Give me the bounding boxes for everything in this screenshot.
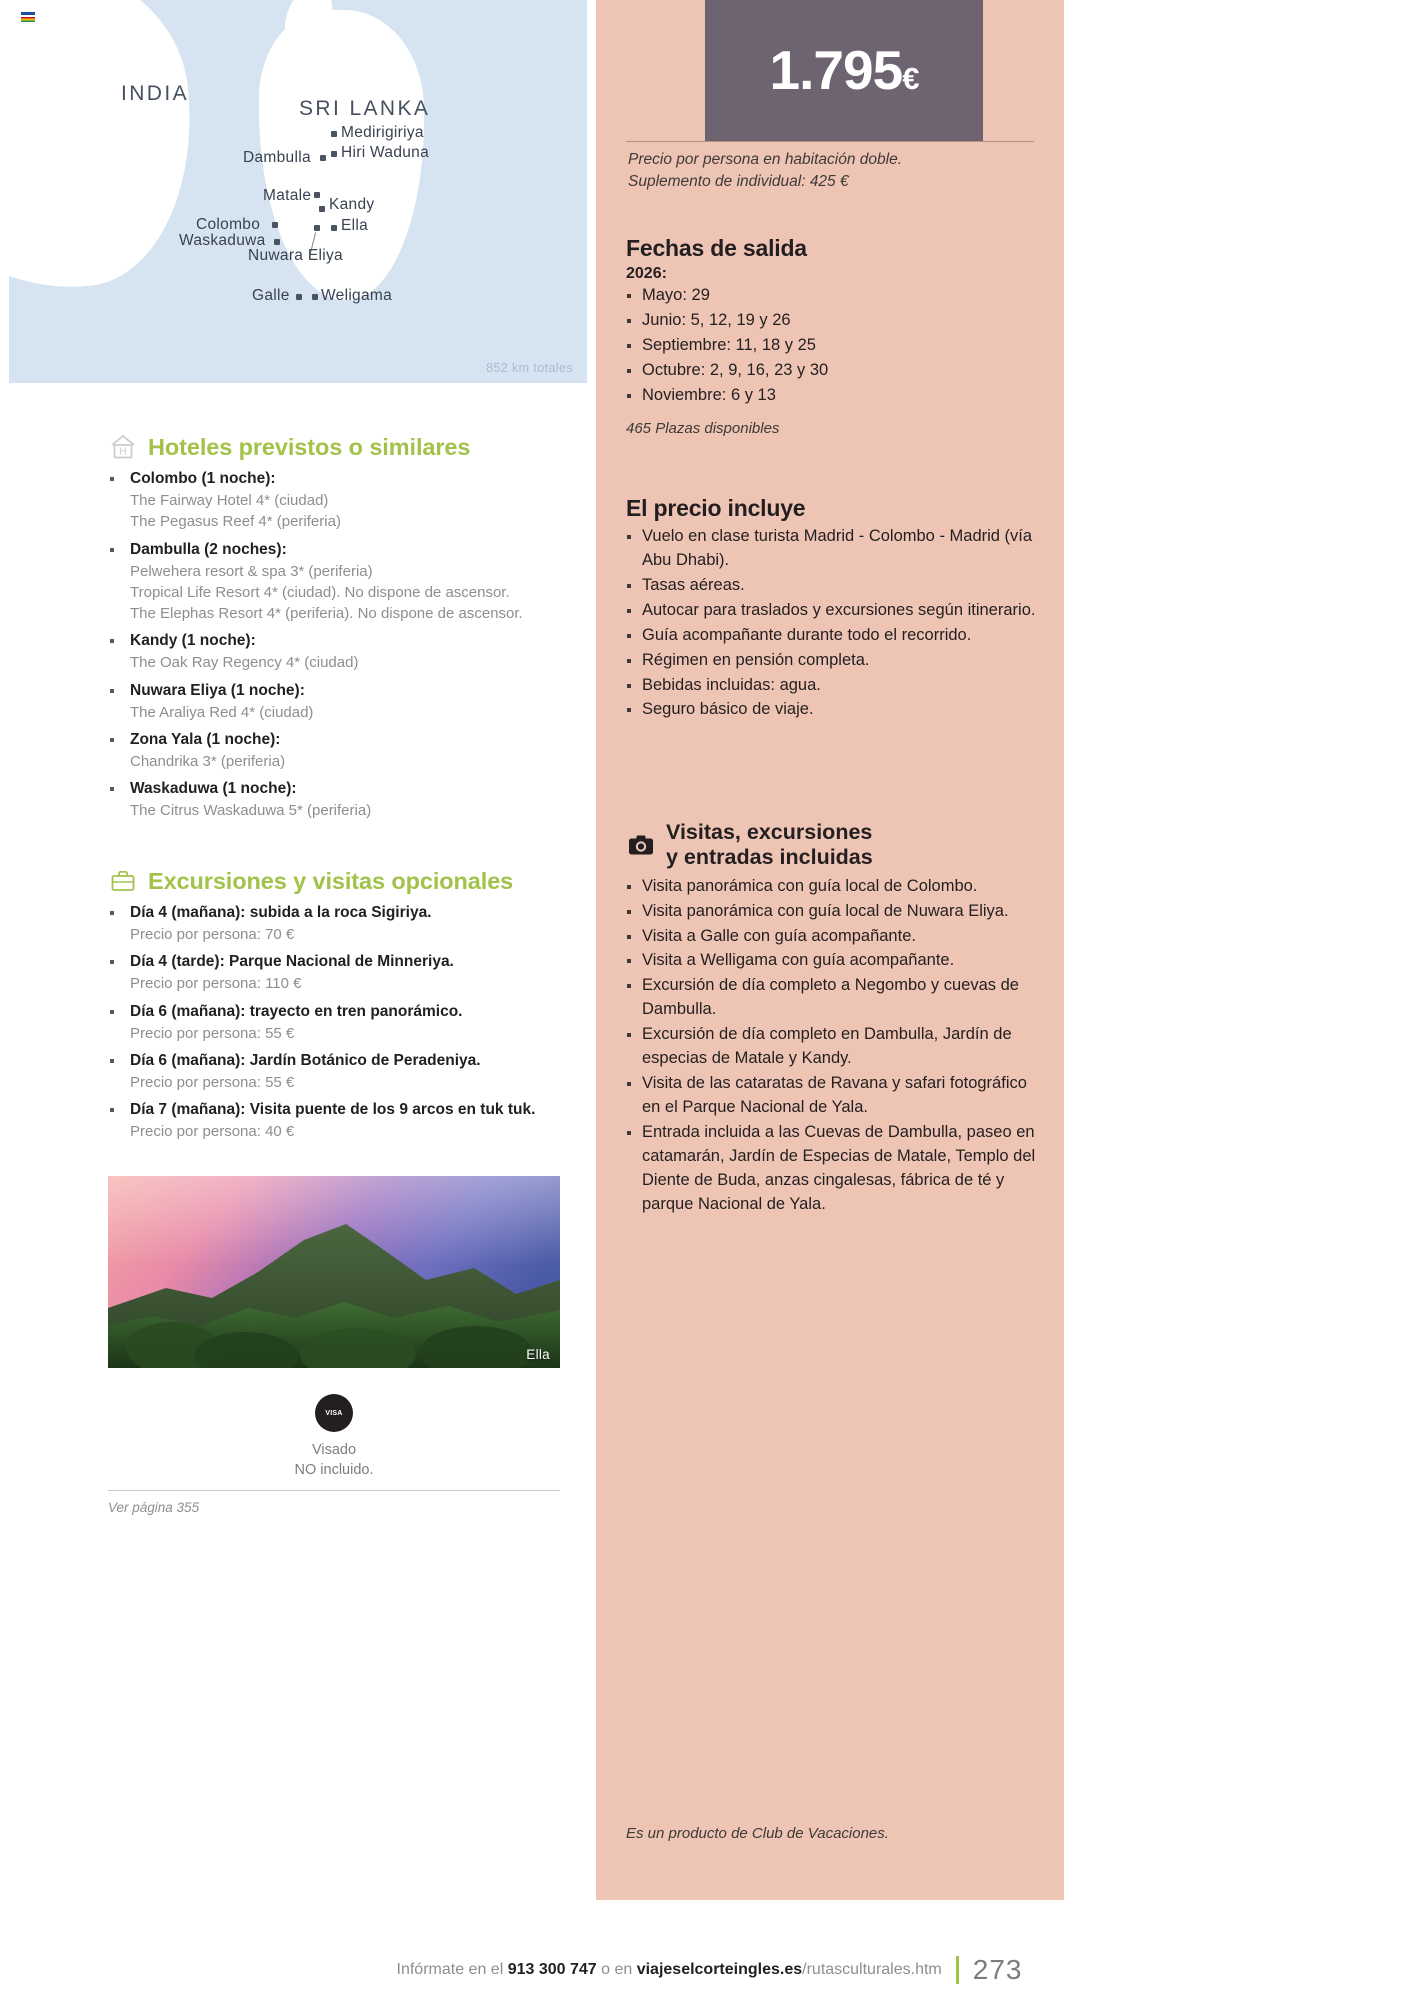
hotels-section [108, 432, 578, 828]
included-visits-title-line1: Visitas, excursiones [666, 820, 873, 844]
left-column [0, 0, 596, 1900]
see-page-reference: Ver página 355 [108, 1500, 200, 1515]
available-seats: 465 Plazas disponibles [626, 419, 780, 437]
map-dot-weligama [312, 294, 318, 300]
sri-lanka-route-map [9, 0, 587, 383]
price-includes-list [626, 525, 1038, 722]
departure-dates-section [626, 235, 1038, 437]
hotels-section-title: Hoteles previstos o similares [148, 433, 471, 460]
map-label-ella: Ella [341, 217, 369, 234]
map-label-dambulla: Dambulla [243, 149, 311, 166]
photo-caption: Ella [526, 1347, 550, 1362]
excursion-title: Día 6 (mañana): Jardín Botánico de Peradeniya. [130, 1051, 481, 1069]
hotel-name: Pelwehera resort & spa 3* (periferia) [130, 562, 373, 580]
excursion-price: Precio por persona: 110 € [130, 975, 302, 993]
hotel-name: Tropical Life Resort 4* (ciudad). No dispone de ascensor. [130, 583, 510, 601]
list-item: Entrada incluida a las Cuevas de Dambulla, paseo en catamarán, Jardín de Especias de Matale, Templo del Diente de Buda, anzas cingalesas, fábrica de té y parque Nacional de Yala. [626, 1121, 1038, 1217]
list-item: Visita de las cataratas de Ravana y safari fotográfico en el Parque Nacional de Yala. [626, 1072, 1038, 1120]
visa-label: Visado [311, 1442, 357, 1458]
list-item [108, 729, 578, 772]
list-item: Visita a Welligama con guía acompañante. [626, 949, 1038, 973]
visa-badge-label: VISA [325, 1409, 343, 1417]
list-item: Guía acompañante durante todo el recorrido. [626, 624, 1038, 648]
footer-divider [956, 1956, 959, 1984]
price-note-line1: Precio por persona en habitación doble. [628, 151, 903, 168]
list-item [108, 680, 578, 723]
ella-landscape-photo [108, 1176, 560, 1368]
list-item: Seguro básico de viaje. [626, 698, 1038, 722]
list-item [108, 630, 578, 673]
price-value: 1.795 [769, 39, 903, 101]
hotel-name: The Araliya Red 4* (ciudad) [130, 703, 314, 721]
departure-year: 2026: [626, 265, 667, 282]
included-visits-title-line2: y entradas incluidas [666, 845, 873, 870]
list-item [108, 951, 578, 994]
visa-divider [108, 1490, 560, 1491]
footer-text-mid: o en [596, 1961, 637, 1978]
departure-dates-list [626, 284, 1038, 408]
included-visits-section [626, 820, 1038, 1218]
hotel-city-title: Waskaduwa (1 noche): [130, 780, 297, 798]
hotels-list [108, 468, 578, 822]
excursions-list [108, 902, 578, 1142]
map-label-weligama: Weligama [321, 287, 393, 304]
excursion-title: Día 4 (tarde): Parque Nacional de Minneriya. [130, 953, 454, 971]
list-item: Autocar para traslados y excursiones según itinerario. [626, 599, 1038, 623]
map-label-kandy: Kandy [329, 196, 375, 213]
hotel-name: The Fairway Hotel 4* (ciudad) [130, 492, 329, 509]
departure-dates-title: Fechas de salida [626, 235, 807, 261]
list-item: Septiembre: 11, 18 y 25 [626, 334, 1038, 358]
price-note-line2: Suplemento de individual: 425 € [628, 173, 849, 190]
hotel-city-title: Zona Yala (1 noche): [130, 731, 281, 749]
list-item [108, 539, 578, 625]
footer-inner [397, 1954, 1023, 1986]
excursion-price: Precio por persona: 40 € [130, 1123, 295, 1141]
price-includes-title: El precio incluye [626, 495, 806, 521]
map-label-nuwara-eliya: Nuwara Eliya [248, 247, 343, 264]
suitcase-icon [108, 866, 138, 896]
visa-status: NO incluido. [294, 1462, 374, 1478]
list-item: Visita a Galle con guía acompañante. [626, 925, 1038, 949]
included-visits-list [626, 875, 1038, 1217]
hotel-name: Chandrika 3* (periferia) [130, 753, 286, 771]
map-dot-dambulla [320, 155, 326, 161]
list-item: Octubre: 2, 9, 16, 23 y 30 [626, 359, 1038, 383]
excursion-price: Precio por persona: 55 € [130, 1073, 295, 1091]
footer-site-path[interactable]: /rutasculturales.htm [802, 1961, 942, 1978]
product-provider-note: Es un producto de Club de Vacaciones. [626, 1825, 889, 1842]
map-dot-kandy [319, 206, 325, 212]
map-dot-nuwara-eliya [314, 225, 320, 231]
excursion-title: Día 4 (mañana): subida a la roca Sigiriya. [130, 904, 432, 921]
excursion-price: Precio por persona: 55 € [130, 1024, 295, 1042]
price-box [705, 0, 983, 141]
excursions-section-header [108, 866, 578, 896]
list-item [108, 1099, 578, 1142]
map-dot-ella [331, 225, 337, 231]
excursions-section [108, 866, 578, 1148]
list-item: Visita panorámica con guía local de Nuwara Eliya. [626, 900, 1038, 924]
list-item: Junio: 5, 12, 19 y 26 [626, 309, 1038, 333]
hotel-city-title: Nuwara Eliya (1 noche): [130, 681, 305, 699]
list-item [108, 1050, 578, 1093]
map-label-medirigiriya: Medirigiriya [341, 124, 424, 141]
hotel-city-title: Kandy (1 noche): [130, 632, 256, 650]
list-item: Vuelo en clase turista Madrid - Colombo - Madrid (vía Abu Dhabi). [626, 525, 1038, 573]
hotel-name: The Pegasus Reef 4* (periferia) [130, 513, 341, 531]
visa-notice [108, 1394, 560, 1499]
map-dot-medirigiriya [331, 131, 337, 137]
price-note [628, 149, 1038, 193]
map-label-sri-lanka: SRI LANKA [299, 97, 431, 120]
hotel-city-title: Colombo (1 noche): [130, 470, 276, 487]
footer-text-pre: Infórmate en el [396, 1961, 508, 1978]
list-item: Mayo: 29 [626, 284, 1038, 308]
map-label-galle: Galle [252, 287, 290, 304]
map-dot-hiri-waduna [331, 151, 337, 157]
map-label-india: INDIA [121, 82, 190, 105]
excursions-section-title: Excursiones y visitas opcionales [148, 867, 514, 894]
map-dot-matale [314, 192, 320, 198]
map-dot-colombo [272, 222, 278, 228]
list-item: Excursión de día completo en Dambulla, Jardín de especias de Matale y Kandy. [626, 1023, 1038, 1071]
excursion-title: Día 6 (mañana): trayecto en tren panorámico. [130, 1002, 463, 1020]
footer-contact-text [397, 1961, 942, 1979]
map-label-hiri-waduna: Hiri Waduna [341, 144, 430, 161]
included-visits-header [626, 820, 1038, 871]
list-item: Noviembre: 6 y 13 [626, 384, 1038, 408]
included-visits-title [666, 820, 873, 871]
list-item: Tasas aéreas. [626, 574, 1038, 598]
hotel-name: The Elephas Resort 4* (periferia). No dispone de ascensor. [130, 605, 523, 623]
footer-site-domain[interactable]: viajeselcorteingles.es [636, 1961, 803, 1978]
excursion-price: Precio por persona: 70 € [130, 926, 295, 943]
right-column-pink-panel [596, 0, 1064, 1900]
map-dot-galle [296, 294, 302, 300]
price-divider [626, 141, 1034, 142]
india-landmass-shape [9, 0, 207, 305]
hotels-section-header [108, 432, 578, 462]
price-currency: € [902, 61, 919, 96]
list-item: Bebidas incluidas: agua. [626, 674, 1038, 698]
list-item [108, 902, 578, 945]
svg-text:H: H [119, 446, 127, 458]
hotel-name: The Citrus Waskaduwa 5* (periferia) [130, 802, 372, 820]
hotel-name: The Oak Ray Regency 4* (ciudad) [130, 654, 359, 672]
price-includes-section [626, 495, 1038, 723]
list-item [108, 778, 578, 821]
hotel-city-title: Dambulla (2 noches): [130, 540, 287, 558]
footer-phone[interactable]: 913 300 747 [507, 1961, 597, 1978]
camera-icon [626, 830, 656, 860]
price-amount [769, 39, 919, 101]
excursion-title: Día 7 (mañana): Visita puente de los 9 arcos en tuk tuk. [130, 1101, 536, 1119]
list-item [108, 468, 578, 533]
map-label-matale: Matale [263, 187, 312, 204]
list-item: Régimen en pensión completa. [626, 649, 1038, 673]
list-item: Excursión de día completo a Negombo y cuevas de Dambulla. [626, 974, 1038, 1022]
map-dot-waskaduwa [274, 239, 280, 245]
visa-badge-icon [315, 1394, 353, 1432]
map-total-km-label: 852 km totales [486, 361, 573, 375]
page-number: 273 [972, 1954, 1023, 1985]
hotel-house-icon [108, 432, 138, 462]
list-item: Visita panorámica con guía local de Colombo. [626, 875, 1038, 899]
map-label-colombo: Colombo [196, 216, 261, 233]
map-label-waskaduwa: Waskaduwa [179, 232, 266, 249]
sri-lanka-flag-icon [21, 12, 35, 22]
page-footer [0, 1940, 1419, 2000]
list-item [108, 1001, 578, 1044]
